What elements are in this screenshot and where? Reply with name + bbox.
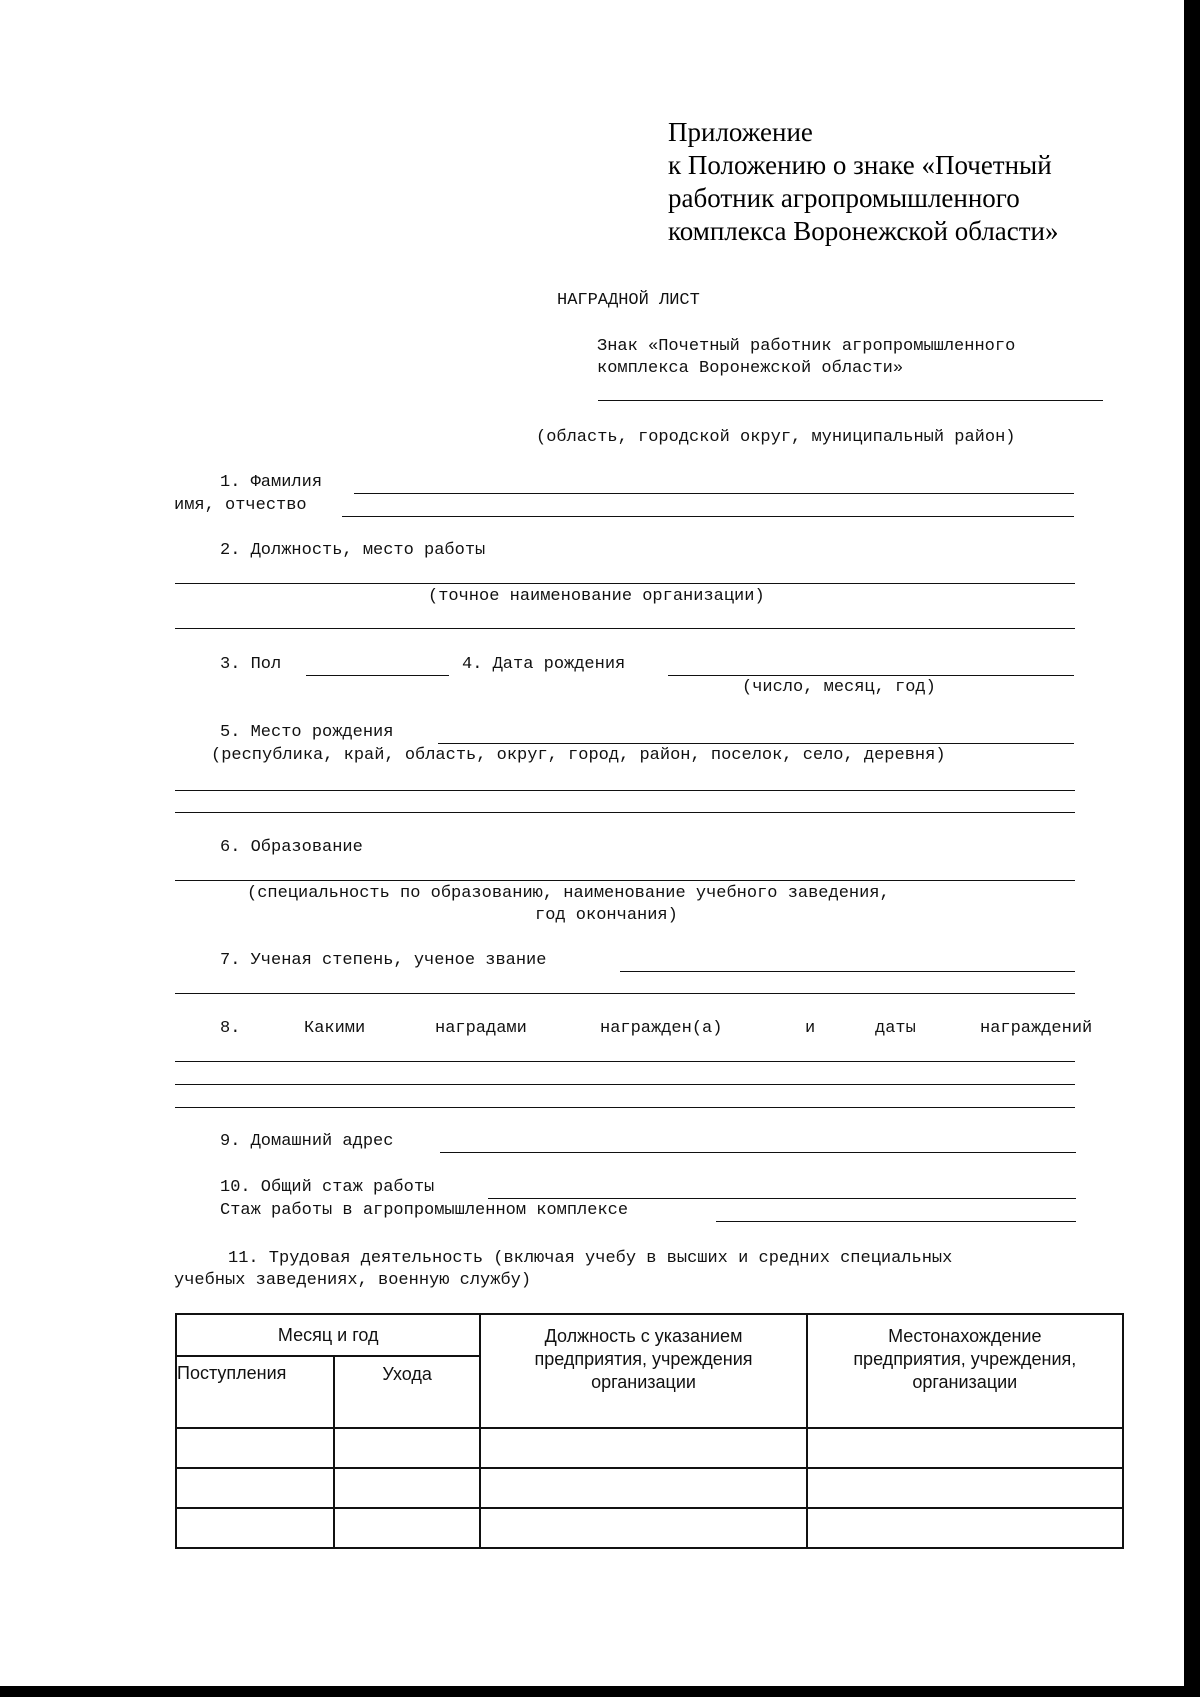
awards-word-2: Какими [304,1019,366,1038]
header-month-year: Месяц и год [176,1314,480,1356]
position-cell[interactable] [480,1428,806,1468]
scan-border-right [1184,0,1200,1697]
birth-place-line-3[interactable] [175,812,1075,813]
appendix-line-4: комплекса Воронежской области» [668,216,1059,246]
admission-cell[interactable] [176,1508,334,1548]
name-patronymic-label: имя, отчество [174,496,307,515]
form-title: НАГРАДНОЙ ЛИСТ [557,291,700,310]
degree-field-line-2[interactable] [175,993,1075,994]
header-admission: Поступления [176,1356,334,1428]
work-history-table [175,1313,1124,1549]
awards-word-3: наградами [435,1019,527,1038]
location-cell[interactable] [807,1468,1123,1508]
birth-place-field[interactable] [438,743,1074,744]
work-history-line-2: учебных заведениях, военную службу) [174,1271,532,1290]
home-address-label: 9. Домашний адрес [220,1132,394,1151]
awards-word-6: даты [875,1019,916,1038]
sex-field[interactable] [306,675,449,676]
badge-name-line-2: комплекса Воронежской области» [597,359,904,378]
location-cell[interactable] [807,1428,1123,1468]
header-location [807,1314,1123,1428]
education-field[interactable] [175,880,1075,881]
total-experience-label: 10. Общий стаж работы [220,1178,435,1197]
awards-word-1: 8. [220,1019,241,1038]
awards-line-2[interactable] [175,1084,1075,1085]
appendix-line-3: работник агропромышленного [668,183,1020,213]
header-location-line-3: организации [912,1372,1018,1392]
surname-label: 1. Фамилия [220,473,323,492]
header-location-line-2: предприятия, учреждения, [853,1349,1077,1369]
organization-field[interactable] [175,628,1075,629]
location-cell[interactable] [807,1508,1123,1548]
region-caption: (область, городской округ, муниципальный район) [536,428,1016,447]
degree-label: 7. Ученая степень, ученое звание [220,951,547,970]
organization-caption: (точное наименование организации) [428,587,765,606]
appendix-line-1: Приложение [668,117,813,147]
awards-line-1[interactable] [175,1061,1075,1062]
position-cell[interactable] [480,1468,806,1508]
education-caption-1: (специальность по образованию, наименование учебного заведения, [247,884,890,903]
header-position [480,1314,806,1428]
name-patronymic-field[interactable] [342,516,1074,517]
appendix-line-2: к Положению о знаке «Почетный [668,150,1052,180]
birth-place-label: 5. Место рождения [220,723,394,742]
table-row [176,1468,1123,1508]
leaving-cell[interactable] [334,1468,481,1508]
birth-date-field[interactable] [668,675,1074,676]
education-caption-2: год окончания) [535,906,678,925]
work-history-line-1: 11. Трудовая деятельность (включая учебу в высших и средних специальных [228,1249,953,1268]
awards-word-4: награжден(а) [600,1019,723,1038]
header-position-line-1: Должность с указанием [544,1326,743,1346]
header-location-line-1: Местонахождение [888,1326,1042,1346]
birth-place-line-2[interactable] [175,790,1075,791]
total-experience-field[interactable] [488,1198,1076,1199]
surname-field[interactable] [354,493,1074,494]
leaving-cell[interactable] [334,1428,481,1468]
region-line[interactable] [598,400,1103,401]
home-address-field[interactable] [440,1152,1076,1153]
scan-border-bottom [0,1686,1200,1697]
education-label: 6. Образование [220,838,363,857]
badge-name-line-1: Знак «Почетный работник агропромышленного [597,337,1016,356]
header-position-line-3: организации [591,1372,696,1392]
position-cell[interactable] [480,1508,806,1548]
table-row [176,1508,1123,1548]
degree-field[interactable] [620,971,1075,972]
awards-word-5: и [805,1019,816,1038]
leaving-cell[interactable] [334,1508,481,1548]
header-position-line-2: предприятия, учреждения [534,1349,753,1369]
header-leaving: Ухода [334,1356,481,1428]
table-row [176,1428,1123,1468]
agro-experience-label: Стаж работы в агропромышленном комплексе [220,1201,629,1220]
birth-place-caption: (республика, край, область, округ, город, район, поселок, село, деревня) [211,746,946,765]
sex-label: 3. Пол [220,655,282,674]
awards-line-3[interactable] [175,1107,1075,1108]
agro-experience-field[interactable] [716,1221,1076,1222]
position-field[interactable] [175,583,1075,584]
awards-word-7: награждений [980,1019,1093,1038]
admission-cell[interactable] [176,1468,334,1508]
admission-cell[interactable] [176,1428,334,1468]
birth-date-label: 4. Дата рождения [462,655,626,674]
position-label: 2. Должность, место работы [220,541,486,560]
birth-date-caption: (число, месяц, год) [742,678,936,697]
